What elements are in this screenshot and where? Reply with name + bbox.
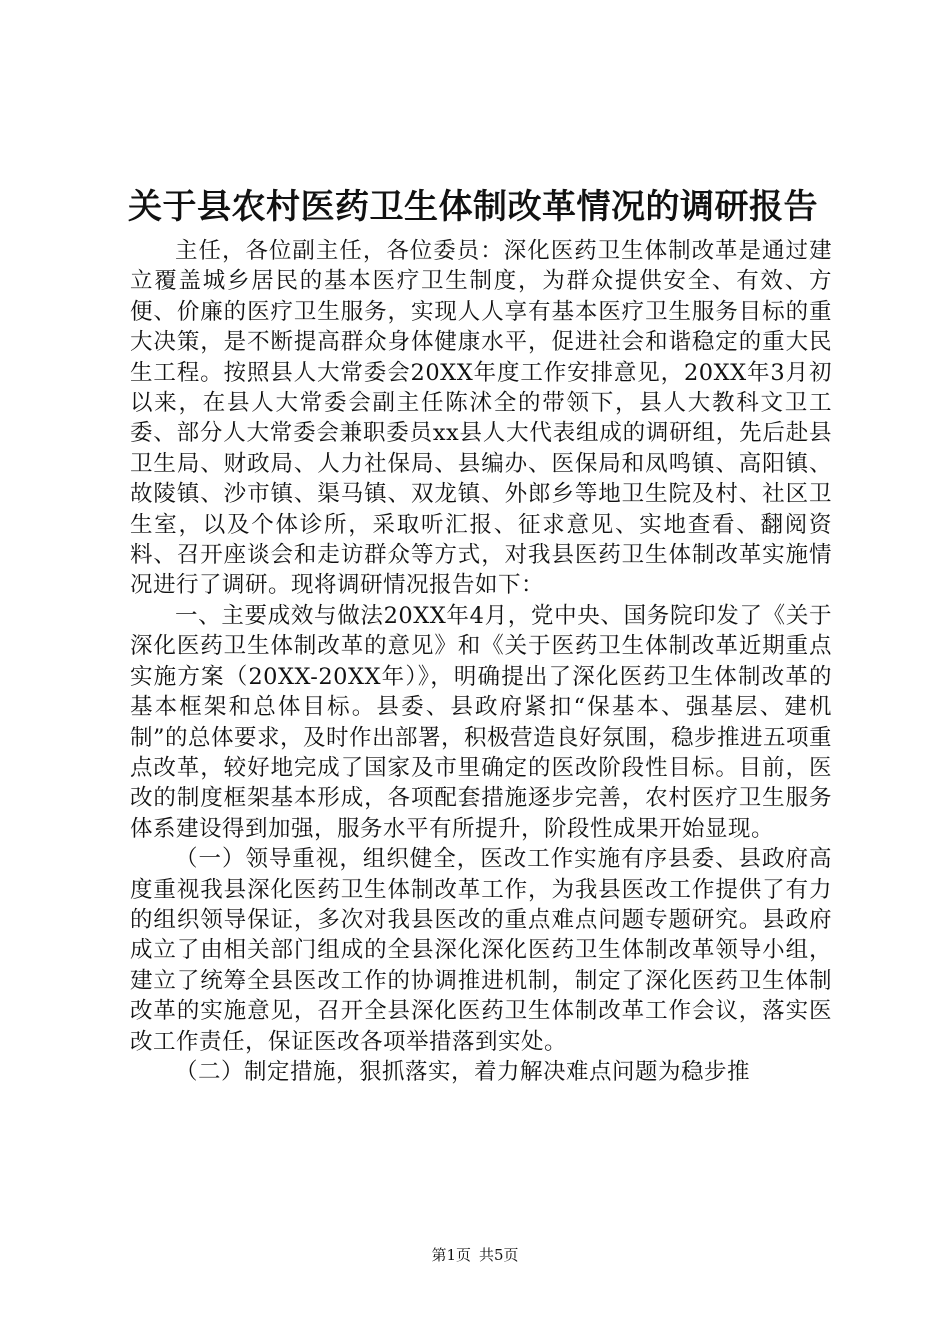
- paragraph-intro: 主任，各位副主任，各位委员：深化医药卫生体制改革是通过建立覆盖城乡居民的基本医疗卫生制度，为群众提供安全、有效、方便、价廉的医疗卫生服务，实现人人享有基本医疗卫生服务目标的重大决策，是不断提高群众身体健康水平，促进社会和谐稳定的重大民生工程。按照县人大常委会20XX年度工作安排意见，20XX年3月初以来，在县人大常委会副主任陈沭全的带领下，县人大教科文卫工委、部分人大常委会兼职委员xx县人大代表组成的调研组，先后赴县卫生局、财政局、人力社保局、县编办、医保局和凤鸣镇、高阳镇、故陵镇、沙市镇、渠马镇、双龙镇、外郎乡等地卫生院及村、社区卫生室，以及个体诊所，采取听汇报、征求意见、实地查看、翻阅资料、召开座谈会和走访群众等方式，对我县医药卫生体制改革实施情况进行了调研。现将调研情况报告如下：: [130, 238, 832, 599]
- paragraph-section-1: 一、主要成效与做法20XX年4月，党中央、国务院印发了《关于深化医药卫生体制改革的意见》和《关于医药卫生体制改革近期重点实施方案（20XX-20XX年）》，明确提出了深化医药卫生体制改革的基本框架和总体目标。县委、县政府紧扣“保基本、强基层、建机制”的总体要求，及时作出部署，积极营造良好氛围，稳步推进五项重点改革，较好地完成了国家及市里确定的医改阶段性目标。目前，医改的制度框架基本形成，各项配套措施逐步完善，农村医疗卫生服务体系建设得到加强，服务水平有所提升，阶段性成果开始显现。: [130, 602, 833, 842]
- paragraph-subsection-2: （二）制定措施，狠抓落实，着力解决难点问题为稳步推: [175, 1058, 751, 1085]
- page-number: 第1页: [431, 1246, 471, 1264]
- page-total: 共5页: [479, 1246, 519, 1264]
- document-body: [130, 236, 832, 1087]
- page-footer: [0, 1244, 950, 1266]
- paragraph-subsection-1: （一）领导重视，组织健全，医改工作实施有序县委、县政府高度重视我县深化医药卫生体制改革工作，为我县医改工作提供了有力的组织领导保证，多次对我县医改的重点难点问题专题研究。县政府成立了由相关部门组成的全县深化深化医药卫生体制改革领导小组，建立了统筹全县医改工作的协调推进机制，制定了深化医药卫生体制改革的实施意见，召开全县深化医药卫生体制改革工作会议，落实医改工作责任，保证医改各项举措落到实处。: [130, 846, 832, 1055]
- document-title: 关于县农村医药卫生体制改革情况的调研报告: [128, 187, 818, 227]
